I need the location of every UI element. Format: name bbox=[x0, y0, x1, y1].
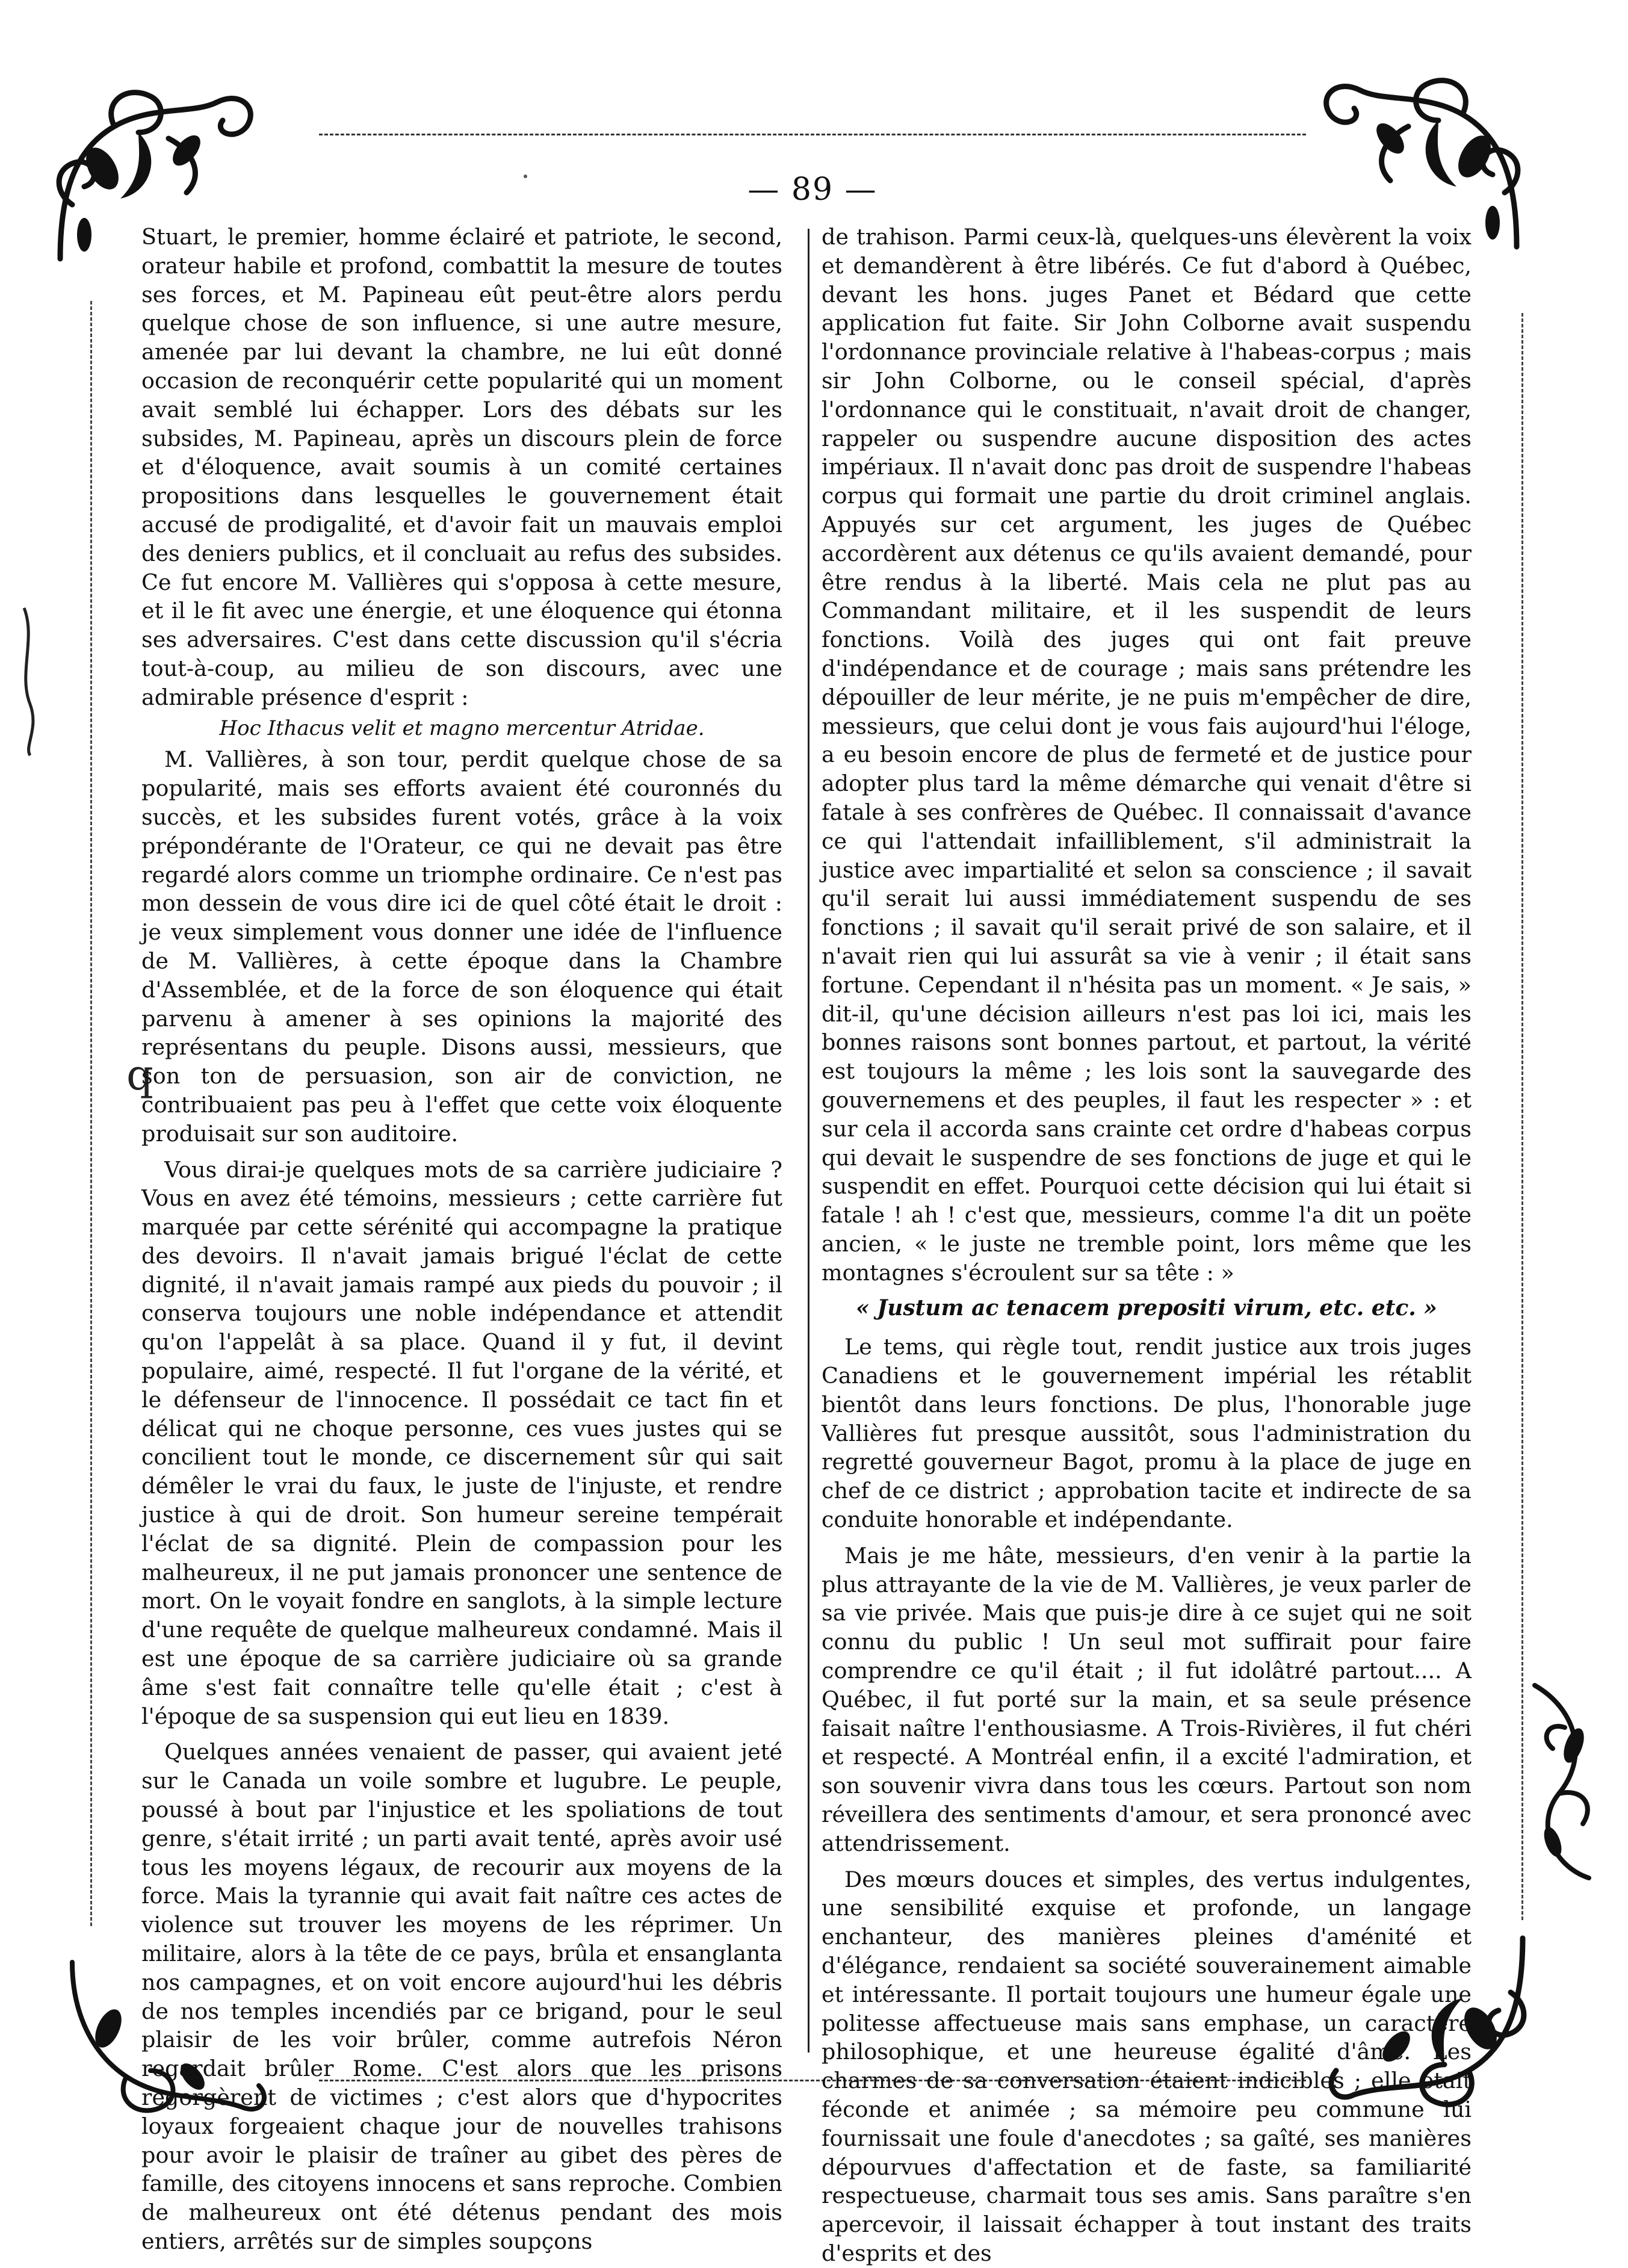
page-edge-mark-icon bbox=[12, 602, 60, 758]
latin-quotation: « Justum ac tenacem prepositi virum, etc. etc. » bbox=[856, 1295, 1437, 1321]
right-text-column bbox=[822, 223, 1472, 2268]
column-divider bbox=[808, 229, 809, 2053]
paragraph: Le tems, qui règle tout, rendit justice aux trois juges Canadiens et le gouvernement impérial les rétablit bientôt dans leurs fonctions. De plus, l'honorable juge Vallières fut presque aussitôt, sous l'administration du regretté gouverneur Bagot, promu à la place de juge en chef de ce district ; approbation tacite et indirecte de sa conduite honorable et indépendante. bbox=[822, 1334, 1472, 1533]
left-text-column bbox=[141, 223, 782, 2256]
handwritten-margin-mark: q bbox=[126, 1050, 153, 1100]
paragraph: Quelques années venaient de passer, qui avaient jeté sur le Canada un voile sombre et lugubre. Le peuple, poussé à bout par l'injustice et les spoliations de tout genre, s'était irrité ; un parti avait tenté, après avoir usé tous les moyens légaux, de recourir aux moyens de la force. Mais la tyrannie qui avait fait naître ces actes de violence sut trouver les moyens de les réprimer. Un militaire, alors à la tête de ce pays, brûla et ensanglanta nos campagnes, et on voit encore aujourd'hui les débris de nos temples incendiés par ce brigand, pour le seul plaisir de les voir brûler, comme autrefois Néron regardait brûler Rome. C'est alors que les prisons regorgèrent de victimes ; c'est alors que d'hypocrites loyaux forgeaient chaque jour de nouvelles trahisons pour avoir le plaisir de traîner au gibet des pères de famille, des citoyens innocens et sans reproche. Combien de malheureux ont été détenus pendant des mois entiers, arrêtés sur de simples soupçons bbox=[141, 1739, 782, 2254]
latin-quotation: Hoc Ithacus velit et magno mercentur Atridae. bbox=[219, 716, 705, 740]
paragraph: Des mœurs douces et simples, des vertus indulgentes, une sensibilité exquise et profonde, un langage enchanteur, des manières pleines d'aménité et d'élégance, rendaient sa société souverainement aimable et intéressante. Il portait toujours une humeur égale une politesse affectueuse mais sans emphase, un caractère philosophique, et une heureuse égalité d'âme. Les charmes de sa conversation étaient indicibles ; elle était féconde et animée ; sa mémoire peu commune lui fournissait une foule d'anecdotes ; sa gaîté, ses manières dépourvues d'affectation et de faste, sa familiarité respectueuse, charmait tous ses amis. Sans paraître s'en apercevoir, il laissait échapper à tout instant des traits d'esprits et des bbox=[822, 1866, 1472, 2266]
side-ornament-right-icon bbox=[1517, 1673, 1613, 1890]
page-number: — 89 — bbox=[747, 172, 877, 208]
left-border-rule bbox=[90, 301, 92, 1926]
paragraph: M. Vallières, à son tour, perdit quelque chose de sa popularité, mais ses efforts avaient été couronnés du succès, et les subsides furent votés, grâce à la voix prépondérante de l'Orateur, ce qui ne devait pas être regardé alors comme un triomphe ordinaire. Ce n'est pas mon dessein de vous dire ici de quel côté était le droit : je veux simplement vous donner une idée de l'influence de M. Vallières, à cette époque dans la Chambre d'Assemblée, et de la force de son éloquence qui était parvenu à amener à ses opinions la majorité des représentans du peuple. Disons aussi, messieurs, que son ton de persuasion, son air de conviction, ne contribuaient pas peu à l'effet que cette voix éloquente produisait sur son auditoire. bbox=[141, 746, 782, 1147]
paragraph: de trahison. Parmi ceux-là, quelques-uns élevèrent la voix et demandèrent à être libérés. Ce fut d'abord à Québec, devant les hons. juges Panet et Bédard que cette application fut faite. Sir John Colborne avait suspendu l'ordonnance provinciale relative à l'habeas-corpus ; mais sir John Colborne, ou le conseil spécial, d'après l'ordonnance qui le constituait, n'avait droit de changer, rappeler ou suspendre aucune disposition des actes impériaux. Il n'avait donc pas droit de suspendre l'habeas corpus qui formait une partie du droit criminel anglais. Appuyés sur cet argument, les juges de Québec accordèrent aux détenus ce qu'ils avaient demandé, pour être rendus à la liberté. Mais cela ne plut pas au Commandant militaire, et il les suspendit de leurs fonctions. Voilà des juges qui ont fait preuve d'indépendance et de courage ; mais sans prétendre les dépouiller de leur mérite, je ne puis m'empêcher de dire, messieurs, que celui dont je vous fais aujourd'hui l'éloge, a eu besoin encore de plus de fermeté et de justice pour adopter plus tard la même démarche qui venait d'être si fatale à ses confrères de Québec. Il connaissait d'avance ce qui l'attendait infailliblement, s'il administrait la justice avec impartialité et selon sa conscience ; il savait qu'il serait lui aussi immédiatement suspendu de ses fonctions ; il savait qu'il serait privé de son salaire, et il n'avait rien qui lui assurât sa vie à venir ; il était sans fortune. Cependant il n'hésita pas un moment. « Je sais, » dit-il, qu'une décision ailleurs n'est pas loi ici, mais les bonnes raisons sont bonnes partout, et partout, la vérité est toujours la même ; les lois sont la sauvegarde des gouvernemens et des peuples, il faut les respecter » : et sur cela il accorda sans crainte cet ordre d'habeas corpus qui devait le suspendre de ses fonctions de juge et qui le suspendit en effet. Pourquoi cette décision qui lui était si fatale ! ah ! c'est que, messieurs, comme l'a dit un poëte ancien, « le juste ne tremble point, lors même que les montagnes s'écroulent sur sa tête : » bbox=[822, 224, 1472, 1286]
ink-speck bbox=[524, 175, 527, 178]
paragraph: Mais je me hâte, messieurs, d'en venir à la partie la plus attrayante de la vie de M. Vallières, je veux parler de sa vie privée. Mais que puis-je dire à ce sujet qui ne soit connu du public ! Un seul mot suffirait pour faire comprendre ce qu'il était ; il fut idolâtré partout.... A Québec, il fut porté sur la main, et sa seule présence faisait naître l'enthousiasme. A Trois-Rivières, il fut chéri et respecté. A Montréal enfin, il a excité l'admiration, et son souvenir vivra dans tous les cœurs. Partout son nom réveillera des sentiments d'amour, et sera prononcé avec attendrissement. bbox=[822, 1542, 1472, 1856]
top-border-rule bbox=[319, 134, 1306, 135]
paragraph: Stuart, le premier, homme éclairé et patriote, le second, orateur habile et profond, combattit la mesure de toutes ses forces, et M. Papineau eût peut-être alors perdu quelque chose de son influence, si une autre mesure, amenée par lui devant la chambre, ne lui eût donné occasion de reconquérir cette popularité qui un moment avait semblé lui échapper. Lors des débats sur les subsides, M. Papineau, après un discours plein de force et d'éloquence, avait soumis à un comité certaines propositions dans lesquelles le gouvernement était accusé de prodigalité, et d'avoir fait un mauvais emploi des deniers publics, et il concluait au refus des subsides. Ce fut encore M. Vallières qui s'opposa à cette mesure, et il le fit avec une énergie, et une éloquence qui étonna ses adversaires. C'est dans cette discussion qu'il s'écria tout-à-coup, au milieu de son discours, avec une admirable présence d'esprit : bbox=[141, 224, 782, 710]
paragraph: Vous dirai-je quelques mots de sa carrière judiciaire ? Vous en avez été témoins, messieurs ; cette carrière fut marquée par cette sérénité qui accompagne la pratique des devoirs. Il n'avait jamais brigué l'éclat de cette dignité, il n'avait jamais rampé aux pieds du pouvoir ; il conserva toujours une noble indépendance et attendit qu'on l'appelât à sa place. Quand il y fut, il devint populaire, aimé, respecté. Il fut l'organe de la vérité, et le défenseur de l'innocence. Il possédait ce tact fin et délicat qui ne choque personne, ces vues justes qui se concilient tout le monde, ce discernement sûr qui sait démêler le vrai du faux, le juste de l'injuste, et rendre justice à qui de droit. Son humeur sereine tempérait l'éclat de sa dignité. Plein de compassion pour les malheureux, il ne put jamais prononcer une sentence de mort. On le voyait fondre en sanglots, à la simple lecture d'une requête de quelque malheureux condamné. Mais il est une époque de sa carrière judiciaire où sa grande âme s'est fait connaître telle qu'elle était ; c'est à l'époque de sa suspension qui eut lieu en 1839. bbox=[141, 1156, 782, 1729]
